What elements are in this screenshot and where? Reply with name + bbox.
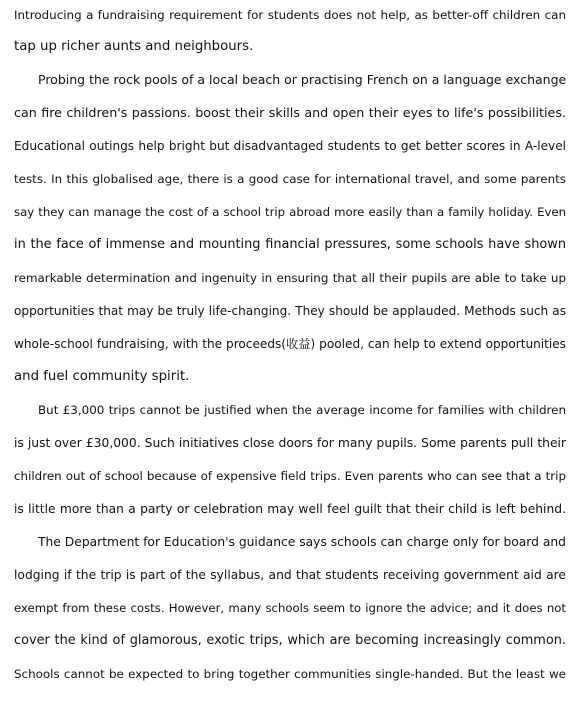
- text-line: whole-school fundraising, with the proceeds(收益) pooled, can help to extend opportunities: [14, 337, 566, 351]
- text-line: The Department for Education's guidance says schools can charge only for board and: [38, 535, 566, 549]
- text-line: say they can manage the cost of a school trip abroad more easily than a family holiday. Even: [14, 205, 566, 219]
- text-line: and fuel community spirit.: [14, 369, 190, 384]
- text-line: Schools cannot be expected to bring together communities single-handed. But the least we: [14, 667, 566, 681]
- text-line: is little more than a party or celebration may well feel guilt that their child is left behind.: [14, 502, 566, 516]
- text-line: cover the kind of glamorous, exotic trips, which are becoming increasingly common.: [14, 633, 566, 648]
- text-line: children out of school because of expensive field trips. Even parents who can see that a trip: [14, 469, 566, 483]
- text-line: opportunities that may be truly life-changing. They should be applauded. Methods such as: [14, 304, 566, 318]
- text-line: is just over £30,000. Such initiatives close doors for many pupils. Some parents pull their: [14, 436, 566, 450]
- text-line: Educational outings help bright but disadvantaged students to get better scores in A-level: [14, 139, 566, 153]
- text-line: lodging if the trip is part of the syllabus, and that students receiving government aid are: [14, 568, 566, 582]
- text-line: remarkable determination and ingenuity in ensuring that all their pupils are able to take up: [14, 271, 566, 285]
- text-line: exempt from these costs. However, many schools seem to ignore the advice; and it does not: [14, 601, 566, 615]
- text-line: Introducing a fundraising requirement for students does not help, as better-off children can: [14, 8, 566, 22]
- text-line: Probing the rock pools of a local beach or practising French on a language exchange: [38, 72, 566, 87]
- text-line: tests. In this globalised age, there is a good case for international travel, and some parents: [14, 172, 566, 186]
- text-line: in the face of immense and mounting financial pressures, some schools have shown: [14, 237, 566, 252]
- text-line: But £3,000 trips cannot be justified when the average income for families with children: [38, 403, 566, 417]
- text-line: tap up richer aunts and neighbours.: [14, 39, 254, 54]
- text-line: can fire children's passions. boost their skills and open their eyes to life's possibilities.: [14, 105, 566, 120]
